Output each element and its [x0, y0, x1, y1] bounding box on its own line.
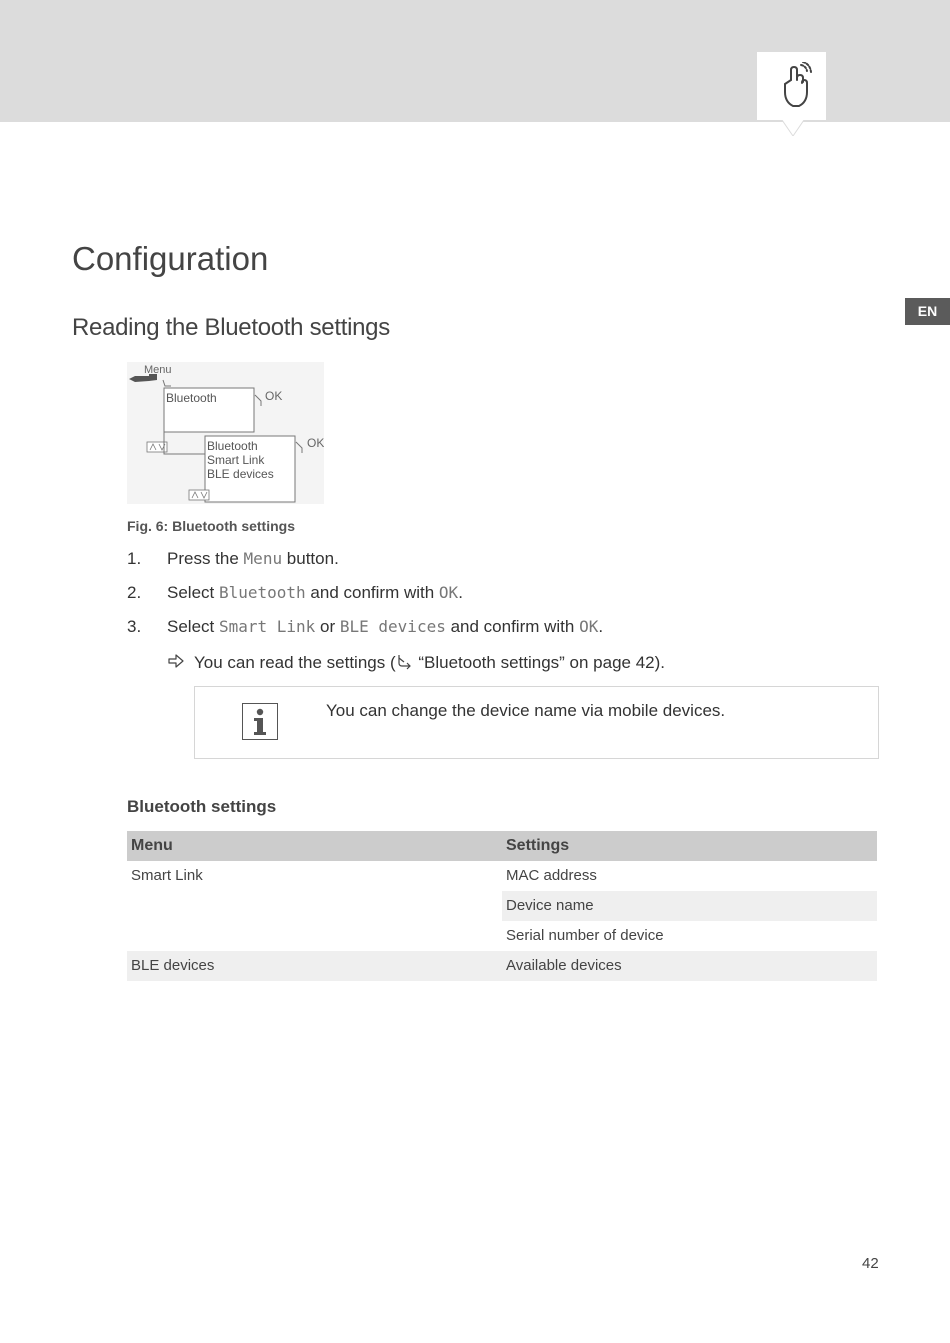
table-row	[127, 861, 877, 891]
language-tab[interactable]: EN	[905, 298, 950, 325]
step-number: 1.	[127, 549, 142, 568]
figure-arrows-2	[189, 490, 209, 500]
step-text-part: Select	[167, 617, 219, 636]
table-header-cell: Menu	[131, 837, 173, 854]
table-header-cell: Settings	[506, 837, 570, 854]
settings-table	[127, 831, 877, 981]
figure-menu-label: Menu	[144, 364, 172, 376]
result-text	[194, 653, 665, 673]
figure-box2-line: Bluetooth	[207, 439, 258, 453]
table-cell: BLE devices	[131, 957, 215, 974]
table-header-row	[127, 831, 877, 861]
section-title: Reading the Bluetooth settings	[72, 314, 390, 341]
note-text: You can change the device name via mobile devices.	[326, 701, 726, 720]
step-text-part: and confirm with	[445, 617, 580, 636]
table-cell: Serial number of device	[506, 927, 664, 944]
bluetooth-menu-figure	[127, 362, 324, 504]
tab-pointer	[782, 120, 804, 136]
ui-term: OK	[438, 583, 459, 602]
step-text-part: .	[458, 583, 463, 602]
table-row	[127, 891, 877, 921]
step-text-part: and confirm with	[305, 583, 439, 602]
step-text-part: button.	[282, 549, 339, 568]
ui-term: Menu	[243, 549, 283, 568]
figure-ok-1: OK	[265, 389, 283, 403]
figure-ok-2: OK	[307, 436, 324, 450]
step-number: 2.	[127, 583, 142, 602]
result-text-part: You can read the settings (	[194, 653, 396, 672]
page-number: 42	[862, 1255, 879, 1272]
table-row	[127, 951, 877, 981]
table-title: Bluetooth settings	[127, 797, 277, 816]
figure-box2-line: BLE devices	[207, 467, 274, 481]
cross-reference-link[interactable]: “Bluetooth settings” on page 42).	[413, 653, 666, 672]
ui-term: OK	[579, 617, 599, 636]
table-cell: Available devices	[506, 957, 622, 974]
table-row	[127, 921, 877, 951]
reference-icon	[396, 654, 414, 670]
page-title: Configuration	[72, 240, 269, 277]
step-text	[167, 583, 463, 603]
step-text-part: or	[315, 617, 340, 636]
figure-box2-line: Smart Link	[207, 453, 265, 467]
info-note	[194, 686, 879, 759]
step-text	[167, 617, 603, 637]
figure-box1-label: Bluetooth	[166, 391, 217, 405]
touch-tab	[757, 52, 826, 120]
step-text-part: .	[598, 617, 604, 636]
figure-caption: Fig. 6: Bluetooth settings	[127, 518, 295, 534]
ui-term: BLE devices	[339, 617, 446, 636]
touch-hand-icon	[771, 62, 813, 110]
table-cell: MAC address	[506, 867, 597, 884]
ui-term: Bluetooth	[218, 583, 306, 602]
step-text	[167, 549, 339, 569]
ui-term: Smart Link	[218, 617, 316, 636]
step-number: 3.	[127, 617, 142, 636]
result-arrow-icon	[168, 654, 184, 668]
step-text-part: Select	[167, 583, 219, 602]
info-icon	[242, 703, 278, 740]
table-cell: Smart Link	[131, 867, 203, 884]
table-cell: Device name	[506, 897, 594, 914]
step-text-part: Press the	[167, 549, 244, 568]
